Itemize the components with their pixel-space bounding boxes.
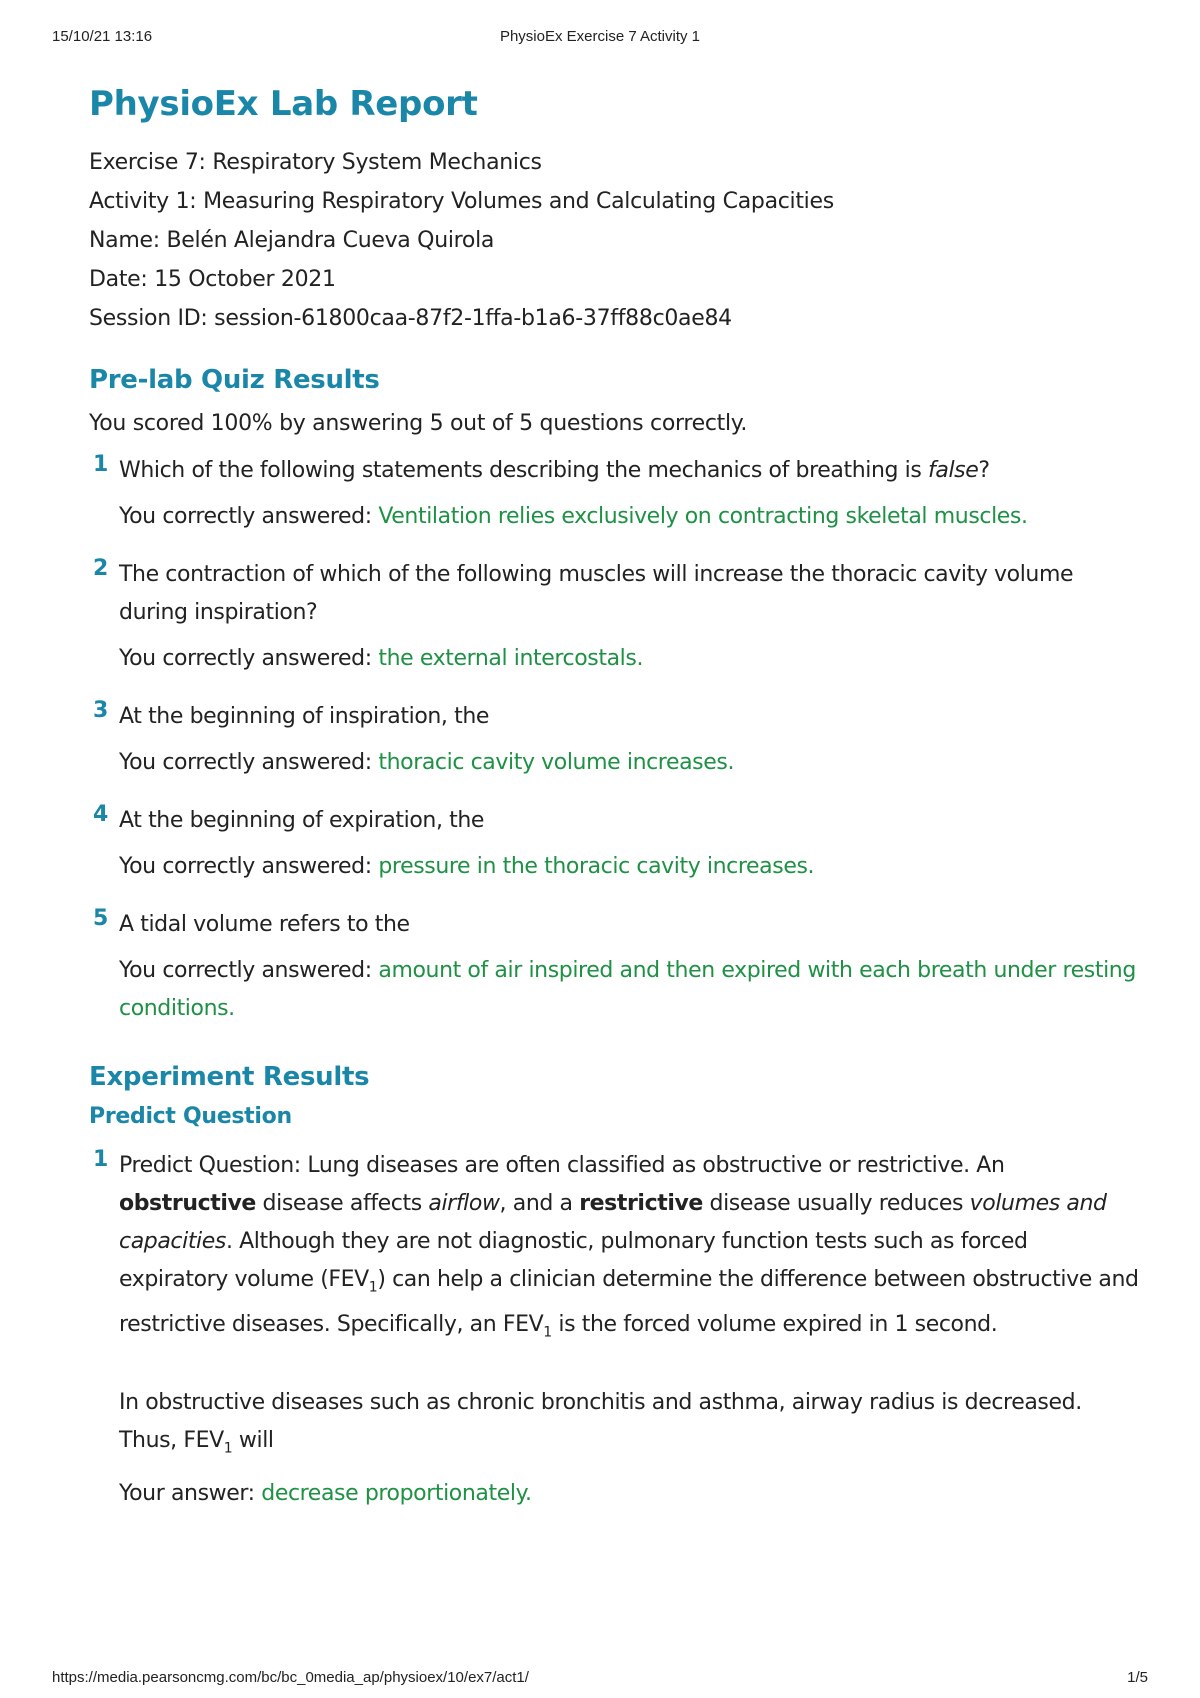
- your-answer: decrease proportionately.: [261, 1481, 532, 1507]
- question-text: A tidal volume refers to the: [119, 912, 410, 937]
- question-number: 1: [93, 1147, 109, 1172]
- print-url: https://media.pearsoncmg.com/bc/bc_0media_ap/physioex/10/ex7/act1/: [52, 1669, 529, 1686]
- report-meta: [89, 150, 1139, 331]
- print-datetime: 15/10/21 13:16: [52, 28, 153, 45]
- predict-subheading: Predict Question: [89, 1104, 292, 1129]
- predict-question: [89, 1147, 1139, 1513]
- question-answer: You correctly answered: the external intercostals.: [119, 646, 644, 671]
- date-line: Date: 15 October 2021: [89, 267, 336, 292]
- quiz-question: [89, 698, 1139, 782]
- question-answer: You correctly answered: thoracic cavity volume increases.: [119, 750, 735, 775]
- question-text: At the beginning of expiration, the: [119, 808, 485, 833]
- quiz-score: You scored 100% by answering 5 out of 5 questions correctly.: [89, 411, 748, 436]
- session-line: Session ID: session-61800caa-87f2-1ffa-b1a6-37ff88c0ae84: [89, 306, 732, 331]
- question-text: Which of the following statements describing the mechanics of breathing is false?: [119, 458, 990, 483]
- quiz-question: [89, 452, 1139, 536]
- question-number: 3: [93, 698, 109, 723]
- correct-answer: the external intercostals.: [378, 646, 644, 671]
- predict-text-continued: In obstructive diseases such as chronic bronchitis and asthma, airway radius is decreased. Thus, $FEV_1$ will: [119, 1389, 1082, 1457]
- experiment-heading: Experiment Results: [89, 1062, 370, 1092]
- question-number: 5: [93, 906, 109, 931]
- question-text: At the beginning of inspiration, the: [119, 704, 490, 729]
- print-title: PhysioEx Exercise 7 Activity 1: [499, 28, 701, 45]
- page-title: PhysioEx Lab Report: [89, 84, 478, 124]
- question-answer: You correctly answered: pressure in the thoracic cavity increases.: [119, 854, 815, 879]
- question-text: The contraction of which of the following muscles will increase the thoracic cavity volume during inspiration?: [119, 562, 1074, 625]
- correct-answer: pressure in the thoracic cavity increases.: [378, 854, 815, 879]
- activity-line: Activity 1: Measuring Respiratory Volumes and Calculating Capacities: [89, 189, 834, 214]
- question-answer: You correctly answered: amount of air inspired and then expired with each breath under resting conditions.: [119, 958, 1136, 1021]
- name-line: Name: Belén Alejandra Cueva Quirola: [89, 228, 495, 253]
- predict-text: Predict Question: Lung diseases are often classified as obstructive or restrictive. An obstructive disease affects airflow, and a restrictive disease usually reduces volumes and capacities. Although they are not diagnostic, pulmonary function tests such as forced expiratory volume $(FEV_1)$ can help a clinician determine the difference between obstructive and restrictive diseases. Specifically, an $FEV_1$ is the forced volume expired in 1 second.: [119, 1153, 1139, 1341]
- quiz-question: [89, 906, 1139, 1028]
- question-number: 1: [93, 452, 109, 477]
- quiz-question: [89, 556, 1139, 678]
- correct-answer: Ventilation relies exclusively on contracting skeletal muscles.: [378, 504, 1028, 529]
- question-number: 4: [93, 802, 109, 827]
- predict-answer: Your answer: decrease proportionately.: [119, 1481, 532, 1507]
- quiz-question: [89, 802, 1139, 886]
- page-number: 1/5: [1127, 1669, 1148, 1686]
- correct-answer: thoracic cavity volume increases.: [378, 750, 735, 775]
- report-content: [89, 84, 1139, 1533]
- question-number: 2: [93, 556, 109, 581]
- correct-answer: amount of air inspired and then expired with each breath under resting conditions.: [119, 958, 1136, 1021]
- question-answer: You correctly answered: Ventilation relies exclusively on contracting skeletal muscles.: [119, 504, 1028, 529]
- quiz-heading: Pre-lab Quiz Results: [89, 365, 380, 395]
- exercise-line: Exercise 7: Respiratory System Mechanics: [89, 150, 542, 175]
